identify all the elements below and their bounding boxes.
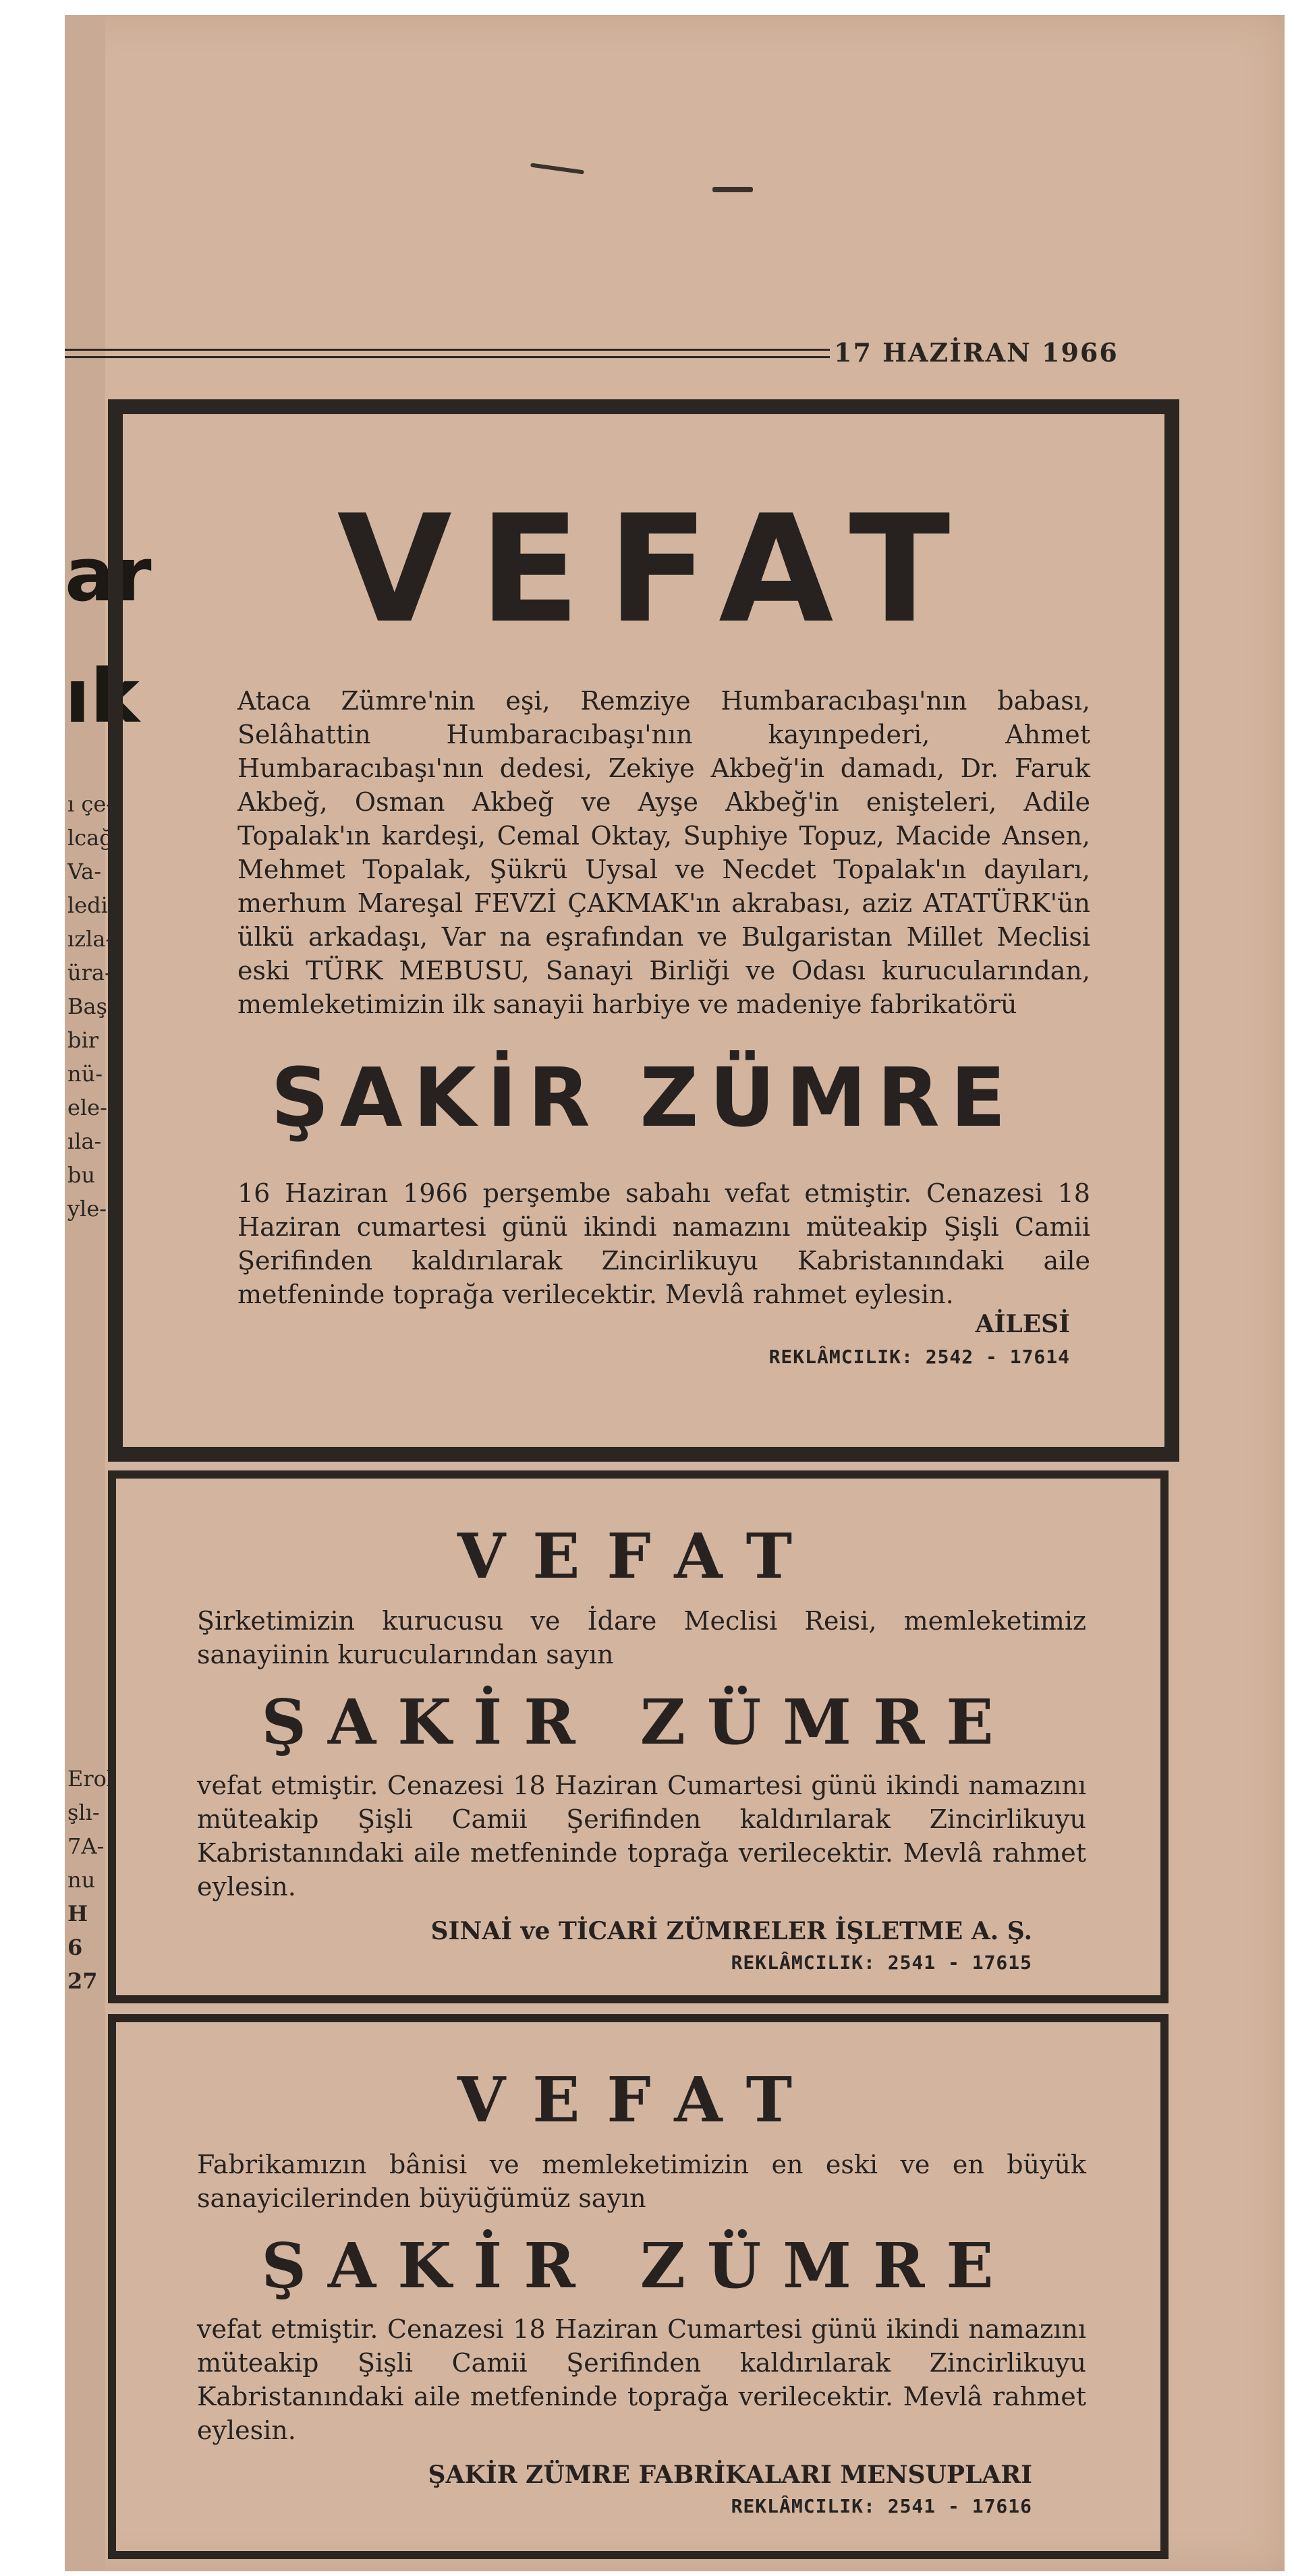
fragment-line: ıla- <box>67 1128 102 1154</box>
fragment-line: nu <box>67 1867 96 1893</box>
fragment-line: Erol <box>67 1766 114 1792</box>
fragment-line: şlı- <box>67 1800 100 1825</box>
notice-heading: VEFAT <box>457 1520 820 1593</box>
fragment-line: ı çe- <box>67 791 114 817</box>
fragment-line: Baş- <box>67 994 115 1019</box>
torn-neighbor-column <box>65 15 152 2571</box>
obituary-notice-factory <box>108 2014 1169 2559</box>
notice-body-funeral: 16 Haziran 1966 perşembe sabahı vefat etmiştir. Cenazesi 18 Haziran cumartesi günü ikindi namazını müteakip Şişli Camii Şerifinden kaldırılarak Zincirlikuyu Kabristanındaki aile metfeninde toprağa verilecektir. Mevlâ rahmet eylesin. <box>237 1178 1090 1309</box>
obituary-notice-family <box>108 399 1179 1462</box>
notice-body-funeral: vefat etmiştir. Cenazesi 18 Haziran Cumartesi günü ikindi namazını müteakip Şişli Camii Şerifinden kaldırılarak Zincirlikuyu Kabristanındaki aile metfeninde toprağa verilecektir. Mevlâ rahmet eylesin. <box>197 1771 1086 1901</box>
deceased-name: ŞAKİR ZÜMRE <box>261 1686 1015 1758</box>
fragment-line: 6 <box>67 1935 83 1960</box>
fragment-line: üra- <box>67 960 112 985</box>
notice-heading: VEFAT <box>337 483 978 656</box>
notice-body-intro: Şirketimizin kurucusu ve İdare Meclisi Reisi, memleketimiz sanayiinin kurucularından sayın <box>197 1606 1086 1669</box>
fragment-line: H <box>67 1901 88 1926</box>
obituary-notice-company <box>108 1470 1169 2003</box>
fragment-line: ledi- <box>67 892 115 918</box>
notice-reference: REKLÂMCILIK: 2541 - 17616 <box>731 2495 1032 2517</box>
fragment-line: ele- <box>67 1095 107 1120</box>
notice-body-intro: Ataca Zümre'nin eşi, Remziye Humbaracıbaşı'nın babası, Selâhattin Humbaracıbaşı'nın kayınpederi, Ahmet Humbaracıbaşı'nın dedesi, Zekiye Akbeğ'in damadı, Dr. Faruk Akbeğ, Osman Akbeğ ve Ayşe Akbeğ'in enişteleri, Adile Topalak'ın kardeşi, Cemal Oktay, Suphiye Topuz, Macide Ansen, Mehmet Topalak, Şükrü Uysal ve Necdet Topalak'ın dayıları, merhum Mareşal FEVZİ ÇAKMAK'ın akrabası, aziz ATATÜRK'ün ülkü arkadaşı, Var na eşrafından ve Bulgaristan Millet Meclisi eski TÜRK MEBUSU, Sanayi Birliği ve Odası kurucularından, memleketimizin ilk sanayii harbiye ve madeniye fabrikatörü <box>237 686 1090 1019</box>
deceased-name: ŞAKİR ZÜMRE <box>261 2229 1015 2302</box>
fragment-line: 27 <box>67 1968 98 1994</box>
deceased-name: ŞAKİR ZÜMRE <box>271 1052 1017 1145</box>
notice-body-funeral: vefat etmiştir. Cenazesi 18 Haziran Cumartesi günü ikindi namazını müteakip Şişli Camii Şerifinden kaldırılarak Zincirlikuyu Kabristanındaki aile metfeninde toprağa verilecektir. Mevlâ rahmet eylesin. <box>197 2314 1086 2445</box>
dateline: 17 HAZİRAN 1966 <box>834 337 1119 368</box>
notice-body-intro: Fabrikamızın bânisi ve memleketimizin en eski ve en büyük sanayicilerinden büyüğümüz sayın <box>197 2150 1086 2213</box>
notice-signature: SINAİ ve TİCARİ ZÜMRELER İŞLETME A. Ş. <box>430 1917 1032 1945</box>
fragment-big-letters-2: ık <box>65 653 140 739</box>
fragment-line: Va- <box>67 859 102 884</box>
fragment-line: bir <box>67 1027 99 1053</box>
header-rule <box>65 349 830 358</box>
fragment-line: nü- <box>67 1061 103 1087</box>
notice-signature: ŞAKİR ZÜMRE FABRİKALARI MENSUPLARI <box>428 2461 1032 2489</box>
notice-reference: REKLÂMCILIK: 2542 - 17614 <box>768 1346 1070 1368</box>
fragment-line: yle- <box>67 1196 107 1222</box>
newspaper-clipping <box>65 15 1285 2571</box>
ink-smudge <box>712 187 753 192</box>
fragment-line: 7A- <box>67 1833 105 1859</box>
notice-heading: VEFAT <box>457 2063 820 2136</box>
fragment-line: ızla- <box>67 926 113 952</box>
notice-reference: REKLÂMCILIK: 2541 - 17615 <box>731 1951 1032 1974</box>
fragment-line: bu <box>67 1162 96 1188</box>
ink-smudge <box>530 163 584 174</box>
fragment-big-letters-1: ar <box>65 532 152 618</box>
notice-signature: AİLESİ <box>975 1310 1070 1338</box>
fragment-line: lcağı <box>67 825 120 851</box>
